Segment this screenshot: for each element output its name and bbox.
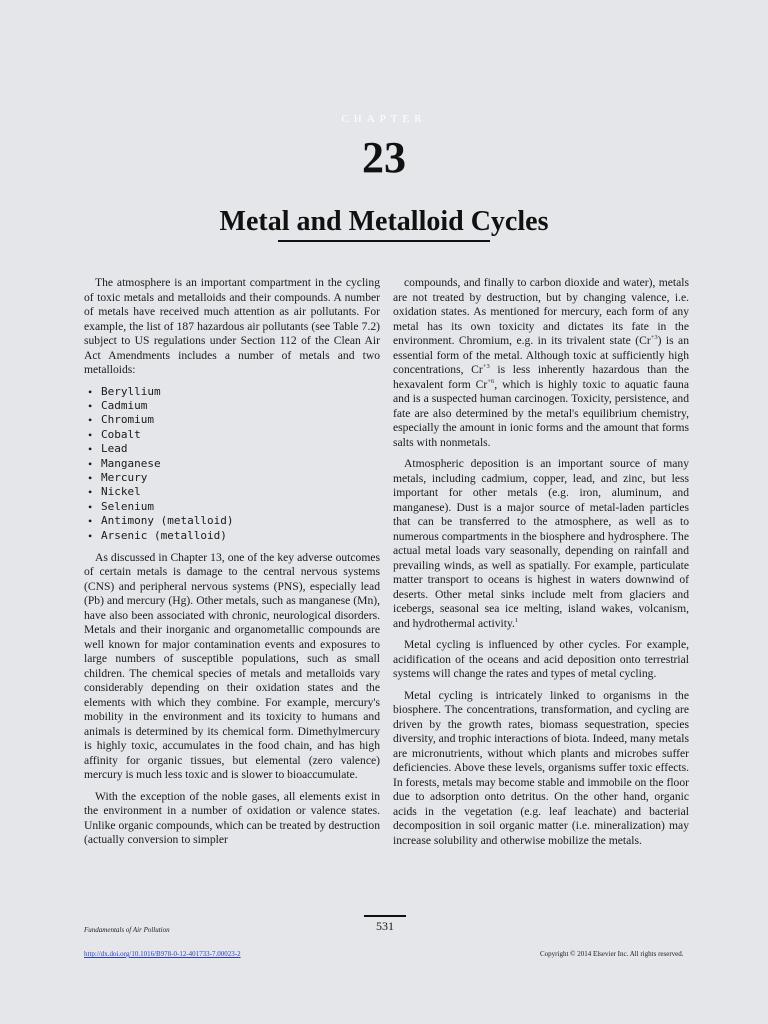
- metal-list: [84, 385, 380, 543]
- doi-link[interactable]: http://dx.doi.org/10.1016/B978-0-12-401733-7.00023-2: [84, 950, 241, 958]
- left-column: [84, 276, 380, 855]
- paragraph: With the exception of the noble gases, all elements exist in the environment in a number of oxidation or valence states. Unlike organic compounds, which can be treated by destruction (actually conversion to simpler: [84, 789, 380, 847]
- list-item: • Cobalt: [88, 428, 380, 442]
- text-run: ) is an essential form of the metal. Although toxic at sufficiently high concentrations, Cr: [393, 334, 690, 376]
- page-rule: [364, 915, 406, 917]
- paragraph: As discussed in Chapter 13, one of the key adverse outcomes of certain metals is damage to the central nervous systems (CNS) and peripheral nervous systems (PNS), especially lead (Pb) and mercury (Hg). Other metals, such as manganese (Mn), have also been associated with chronic, neurological disorders. Metals and their inorganic and organometallic compounds are well known for major contamination events and exposures to large numbers of susceptible populations, such as small children. The chemical species of metals and metalloids vary considerably depending on their oxidation states and the elements with which they combine. For example, mercury's mobility in the environment and its toxicity to humans and animals is determined by its chemical form. Dimethylmercury is highly toxic, accumulates in the food chain, and has high affinity for organic tissues, but elemental (zero valence) mercury is much less toxic and is slower to bioaccumulate.: [84, 550, 380, 782]
- paragraph: Metal cycling is intricately linked to organisms in the biosphere. The concentrations, transformation, and cycling are driven by the growth rates, biomass sequestration, species diversity, and trophic interactions of biota. Indeed, many metals are micronutrients, without which plants and microbes suffer deficiencies. Above these levels, organisms suffer toxic effects. In forests, metals may become stable and immobile on the floor due to adsorption onto detritus. On the other hand, organic acids in the vegetation (e.g. leaf leachate) and bacterial decomposition in soil organic matter (i.e. mineralization) may increase solubility and otherwise mobilize the metals.: [393, 688, 689, 847]
- list-item: • Lead: [88, 442, 380, 456]
- list-item: • Nickel: [88, 485, 380, 499]
- superscript: +6: [487, 377, 495, 385]
- text-run: Atmospheric deposition is an important source of many metals, including cadmium, copper, lead, and zinc, but less important for other metals (e.g. iron, aluminum, and manganese). Dust is a major source of metal-laden particles that can be transferred to the atmosphere, as well as to numerous compartments in the biosphere and hydrosphere. The actual metal loads vary seasonally, depending on rainfall and prevailing winds, as well as spatially. For example, particulate matter transport to oceans is highest in waters downwind of deserts. Other metal sinks include melt from glaciers and icebergs, seasonal sea ice melting, island wakes, volcanism, and hydrothermal activity.: [393, 457, 689, 630]
- title-rule: [278, 240, 490, 242]
- list-item: • Chromium: [88, 413, 380, 427]
- chapter-label: CHAPTER: [341, 113, 427, 125]
- paragraph: Metal cycling is influenced by other cycles. For example, acidification of the oceans and acid deposition onto terrestrial systems will change the rates and types of metal cycling.: [393, 638, 689, 680]
- page-number: 531: [376, 919, 394, 933]
- copyright: Copyright © 2014 Elsevier Inc. All rights reserved.: [540, 950, 684, 958]
- text-run: is less inherently hazardous than the hexavalent form Cr: [393, 363, 690, 391]
- book-title: Fundamentals of Air Pollution: [84, 926, 170, 934]
- footnote-ref[interactable]: 1: [514, 616, 519, 624]
- list-item: • Antimony (metalloid): [88, 514, 380, 528]
- chapter-title: Metal and Metalloid Cycles: [219, 206, 549, 237]
- list-item: • Manganese: [88, 457, 380, 471]
- list-item: • Cadmium: [88, 399, 380, 413]
- list-item: • Arsenic (metalloid): [88, 529, 380, 543]
- list-item: • Beryllium: [88, 385, 380, 399]
- paragraph: The atmosphere is an important compartment in the cycling of toxic metals and metalloids and their compounds. A number of metals have received much attention as air pollutants. For example, the list of 187 hazardous air pollutants (see Table 7.2) subject to US regulations under Section 112 of the Clean Air Act Amendments includes a number of metals and two metalloids:: [84, 276, 380, 376]
- list-item: • Selenium: [88, 500, 380, 514]
- list-item: • Mercury: [88, 471, 380, 485]
- text-run: , which is highly toxic to aquatic fauna and is a suspected human carcinogen. Toxicity, persistence, and fate are also determined by the metal's equilibrium chemistry, especially the amount in ionic forms and the amount that forms salts with nonmetals.: [393, 377, 689, 449]
- right-column: [393, 276, 689, 855]
- text-run: compounds, and finally to carbon dioxide and water), metals are not treated by destruction, but by changing valence, i.e. oxidation states. As mentioned for mercury, each form of any metal has its own toxicity and dictates its fate in the environment. Chromium, e.g. in its trivalent state (Cr: [393, 276, 689, 347]
- paragraph: [393, 457, 689, 631]
- chapter-number: 23: [362, 133, 406, 182]
- paragraph: [393, 276, 689, 450]
- superscript: +3: [482, 363, 490, 371]
- superscript: +3: [650, 334, 658, 342]
